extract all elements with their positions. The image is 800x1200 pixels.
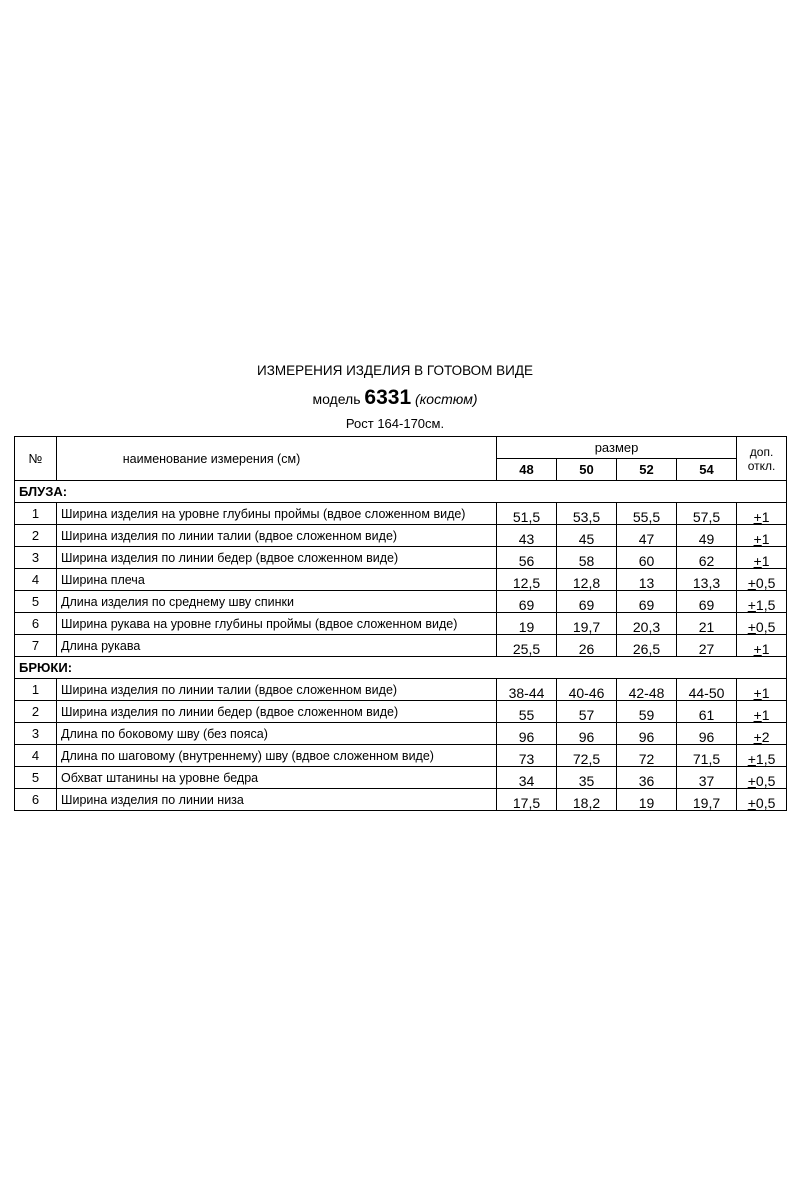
size-value: 12,5 xyxy=(497,569,557,591)
tolerance-value: 1 xyxy=(761,553,770,569)
measurements-table xyxy=(14,436,787,811)
row-number: 4 xyxy=(15,745,57,767)
size-value: 69 xyxy=(617,591,677,613)
row-number: 4 xyxy=(15,569,57,591)
tolerance-cell xyxy=(737,569,787,591)
row-number: 1 xyxy=(15,679,57,701)
size-value: 57,5 xyxy=(677,503,737,525)
model-number: 6331 xyxy=(364,386,412,409)
size-value: 55,5 xyxy=(617,503,677,525)
size-value: 19 xyxy=(617,789,677,811)
column-header-tolerance xyxy=(737,437,787,481)
tolerance-cell xyxy=(737,767,787,789)
model-label: модель xyxy=(312,391,361,407)
size-value: 55 xyxy=(497,701,557,723)
section-title: БЛУЗА: xyxy=(15,481,787,503)
size-value: 19,7 xyxy=(557,613,617,635)
table-row xyxy=(15,613,787,635)
size-value: 13,3 xyxy=(677,569,737,591)
size-value: 35 xyxy=(557,767,617,789)
size-value: 72 xyxy=(617,745,677,767)
plus-minus-icon: + xyxy=(747,597,756,613)
model-kind: (костюм) xyxy=(415,391,478,407)
tolerance-cell xyxy=(737,547,787,569)
plus-minus-icon: + xyxy=(747,575,756,591)
size-column-52: 52 xyxy=(617,459,677,481)
tolerance-value: 1 xyxy=(761,685,770,701)
tolerance-value: 0,5 xyxy=(755,619,776,635)
tolerance-value: 0,5 xyxy=(755,575,776,591)
tolerance-cell xyxy=(737,679,787,701)
size-value: 18,2 xyxy=(557,789,617,811)
size-value: 62 xyxy=(677,547,737,569)
table-row xyxy=(15,635,787,657)
measurement-name: Ширина рукава на уровне глубины проймы (вдвое сложенном виде) xyxy=(57,613,497,635)
table-row xyxy=(15,701,787,723)
plus-minus-icon: + xyxy=(753,641,762,657)
tolerance-label-1: доп. xyxy=(749,444,774,459)
size-value: 17,5 xyxy=(497,789,557,811)
section-title: БРЮКИ: xyxy=(15,657,787,679)
size-value: 37 xyxy=(677,767,737,789)
measurement-name: Ширина изделия на уровне глубины проймы (вдвое сложенном виде) xyxy=(57,503,497,525)
table-row xyxy=(15,591,787,613)
plus-minus-icon: + xyxy=(753,685,762,701)
size-value: 26 xyxy=(557,635,617,657)
tolerance-cell xyxy=(737,745,787,767)
plus-minus-icon: + xyxy=(747,751,756,767)
size-value: 42-48 xyxy=(617,679,677,701)
size-value: 12,8 xyxy=(557,569,617,591)
table-row xyxy=(15,547,787,569)
size-value: 20,3 xyxy=(617,613,677,635)
table-row xyxy=(15,789,787,811)
size-value: 21 xyxy=(677,613,737,635)
tolerance-cell xyxy=(737,789,787,811)
table-row xyxy=(15,745,787,767)
tolerance-value: 1 xyxy=(761,641,770,657)
row-number: 2 xyxy=(15,525,57,547)
measurement-name: Ширина изделия по линии бедер (вдвое сложенном виде) xyxy=(57,701,497,723)
height-range: Рост 164-170см. xyxy=(345,416,445,431)
size-value: 72,5 xyxy=(557,745,617,767)
size-value: 96 xyxy=(497,723,557,745)
plus-minus-icon: + xyxy=(747,619,756,635)
size-value: 56 xyxy=(497,547,557,569)
size-value: 38-44 xyxy=(497,679,557,701)
size-value: 59 xyxy=(617,701,677,723)
size-value: 43 xyxy=(497,525,557,547)
size-value: 26,5 xyxy=(617,635,677,657)
size-value: 40-46 xyxy=(557,679,617,701)
row-number: 5 xyxy=(15,591,57,613)
size-value: 69 xyxy=(497,591,557,613)
size-value: 51,5 xyxy=(497,503,557,525)
size-value: 19 xyxy=(497,613,557,635)
tolerance-value: 1,5 xyxy=(755,597,776,613)
section-row xyxy=(15,657,787,679)
table-row xyxy=(15,679,787,701)
measurement-name: Длина рукава xyxy=(57,635,497,657)
column-header-number: № xyxy=(15,437,57,481)
size-column-48: 48 xyxy=(497,459,557,481)
row-number: 6 xyxy=(15,789,57,811)
plus-minus-icon: + xyxy=(753,707,762,723)
size-value: 69 xyxy=(557,591,617,613)
measurement-name: Длина по боковому шву (без пояса) xyxy=(57,723,497,745)
row-number: 3 xyxy=(15,547,57,569)
measurement-name: Длина по шаговому (внутреннему) шву (вдвое сложенном виде) xyxy=(57,745,497,767)
row-number: 1 xyxy=(15,503,57,525)
size-value: 34 xyxy=(497,767,557,789)
tolerance-cell xyxy=(737,503,787,525)
size-value: 96 xyxy=(677,723,737,745)
row-number: 3 xyxy=(15,723,57,745)
table-row xyxy=(15,723,787,745)
size-value: 71,5 xyxy=(677,745,737,767)
row-number: 6 xyxy=(15,613,57,635)
table-row xyxy=(15,767,787,789)
plus-minus-icon: + xyxy=(753,531,762,547)
measurement-name: Ширина изделия по линии низа xyxy=(57,789,497,811)
tolerance-value: 0,5 xyxy=(755,773,776,789)
size-value: 13 xyxy=(617,569,677,591)
size-value: 36 xyxy=(617,767,677,789)
size-value: 96 xyxy=(617,723,677,745)
size-value: 96 xyxy=(557,723,617,745)
size-value: 58 xyxy=(557,547,617,569)
size-value: 25,5 xyxy=(497,635,557,657)
tolerance-value: 2 xyxy=(761,729,770,745)
column-header-size: размер xyxy=(497,437,737,459)
table-row xyxy=(15,503,787,525)
tolerance-cell xyxy=(737,591,787,613)
size-value: 69 xyxy=(677,591,737,613)
measurement-name: Ширина изделия по линии талии (вдвое сложенном виде) xyxy=(57,525,497,547)
size-value: 45 xyxy=(557,525,617,547)
page-title: ИЗМЕРЕНИЯ ИЗДЕЛИЯ В ГОТОВОМ ВИДЕ xyxy=(257,363,533,378)
size-value: 60 xyxy=(617,547,677,569)
tolerance-label-2: откл. xyxy=(747,458,776,473)
measurement-name: Длина изделия по среднему шву спинки xyxy=(57,591,497,613)
size-value: 19,7 xyxy=(677,789,737,811)
plus-minus-icon: + xyxy=(747,773,756,789)
size-value: 49 xyxy=(677,525,737,547)
plus-minus-icon: + xyxy=(753,553,762,569)
size-column-50: 50 xyxy=(557,459,617,481)
tolerance-cell xyxy=(737,525,787,547)
tolerance-value: 1 xyxy=(761,531,770,547)
tolerance-value: 0,5 xyxy=(755,795,776,811)
column-header-name: наименование измерения (см) xyxy=(57,437,497,481)
model-line xyxy=(0,386,790,410)
size-value: 73 xyxy=(497,745,557,767)
tolerance-cell xyxy=(737,613,787,635)
measurement-name: Ширина изделия по линии бедер (вдвое сложенном виде) xyxy=(57,547,497,569)
section-row xyxy=(15,481,787,503)
plus-minus-icon: + xyxy=(753,509,762,525)
size-value: 53,5 xyxy=(557,503,617,525)
table-row xyxy=(15,525,787,547)
size-value: 27 xyxy=(677,635,737,657)
size-column-54: 54 xyxy=(677,459,737,481)
tolerance-value: 1 xyxy=(761,509,770,525)
row-number: 7 xyxy=(15,635,57,657)
plus-minus-icon: + xyxy=(747,795,756,811)
table-row xyxy=(15,569,787,591)
size-value: 44-50 xyxy=(677,679,737,701)
plus-minus-icon: + xyxy=(753,729,762,745)
measurement-name: Ширина плеча xyxy=(57,569,497,591)
size-value: 57 xyxy=(557,701,617,723)
size-value: 61 xyxy=(677,701,737,723)
measurement-name: Обхват штанины на уровне бедра xyxy=(57,767,497,789)
row-number: 5 xyxy=(15,767,57,789)
tolerance-value: 1 xyxy=(761,707,770,723)
tolerance-value: 1,5 xyxy=(755,751,776,767)
tolerance-cell xyxy=(737,723,787,745)
tolerance-cell xyxy=(737,701,787,723)
measurement-name: Ширина изделия по линии талии (вдвое сложенном виде) xyxy=(57,679,497,701)
row-number: 2 xyxy=(15,701,57,723)
tolerance-cell xyxy=(737,635,787,657)
size-value: 47 xyxy=(617,525,677,547)
